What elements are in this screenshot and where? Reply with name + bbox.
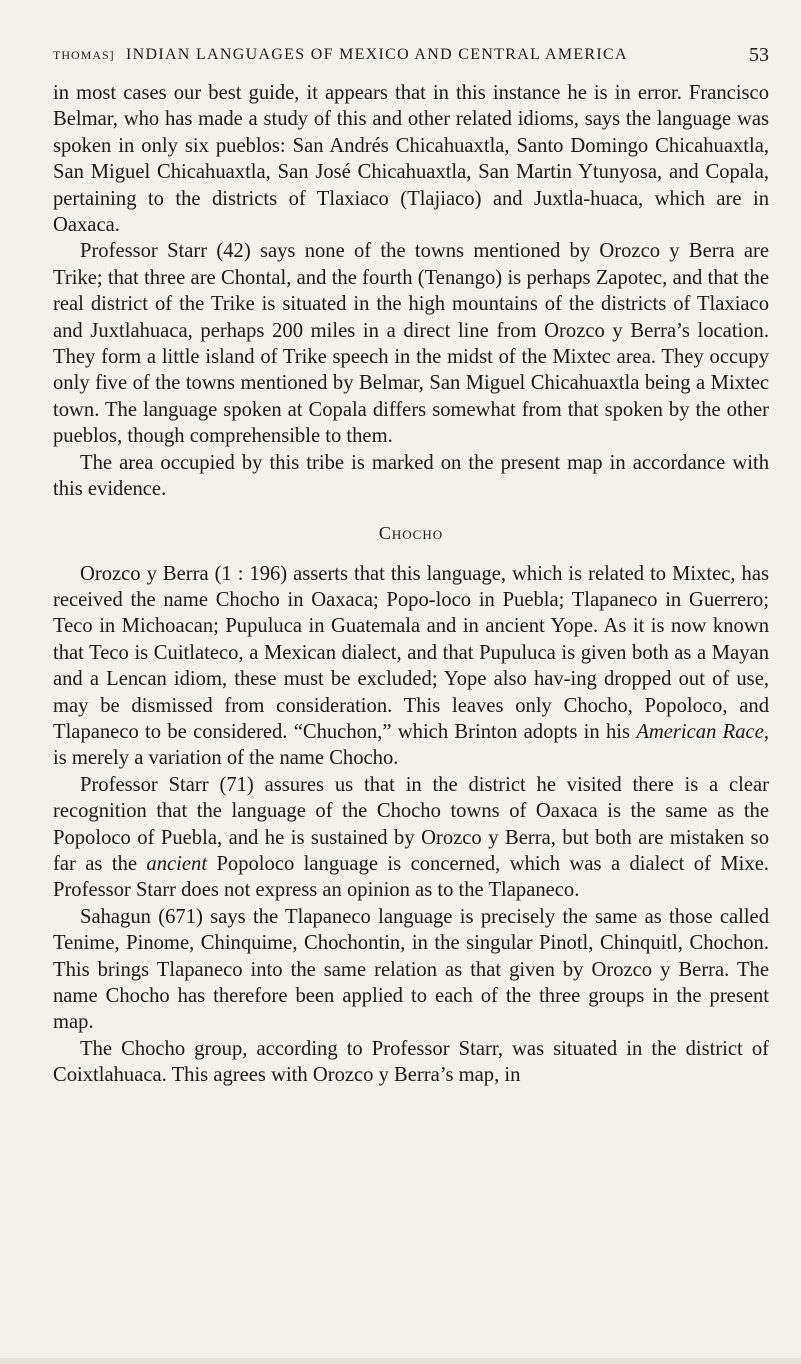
paragraph-area-map: The area occupied by this tribe is marked on the present map in accordance with this evidence. xyxy=(53,451,769,501)
body-text xyxy=(53,80,769,1089)
paragraph-orozco-text: Orozco y Berra (1 : 196) asserts that this language, which is related to Mixtec, has received the name Chocho in Oaxaca; Popo-loco in Puebla; Tlapaneco in Guerrero; Teco in Michoacan; Pupuluca in Guatemala and in ancient Yope. As it is now known that Teco is Cuitlateco, a Mexican dialect, and that Pupuluca is given both as a Mayan and a Lencan idiom, these must be excluded; Yope also hav-ing dropped out of use, may be dismissed from consideration. This leaves only Chocho, Popoloco, and Tlapaneco to be considered. “Chuchon,” which Brinton adopts in his xyxy=(53,562,769,743)
running-head xyxy=(53,40,769,70)
emphasis-ancient: ancient xyxy=(146,852,208,875)
book-title-american-race: American Race xyxy=(636,720,764,743)
page-number: 53 xyxy=(749,44,769,66)
paragraph-starr-chocho xyxy=(53,772,769,904)
paragraph-trike-continued: in most cases our best guide, it appears that in this instance he is in error. Francisco Belmar, who has made a study of this and other related idioms, says the language was spoken in only six pueblos: San Andrés Chicahuaxtla, Santo Domingo Chicahuaxtla, San Miguel Chicahuaxtla, San José Chicahuaxtla, San Martin Ytunyosa, and Copala, pertaining to the districts of Tlaxiaco (Tlajiaco) and Juxtla-huaca, which are in Oaxaca. xyxy=(53,82,769,237)
section-heading-chocho: Chocho xyxy=(378,522,444,543)
running-head-author: THOMAS] xyxy=(53,48,115,62)
paragraph-orozco-text-end: , is merely a variation of the name Chocho. xyxy=(53,720,769,770)
paragraph-starr-text-end: Popoloco language is concerned, which was a dialect of Mixe. Professor Starr does not express an opinion as to the Tlapaneco. xyxy=(53,852,769,902)
paragraph-sahagun: Sahagun (671) says the Tlapaneco language is precisely the same as those called Tenime, Pinome, Chinquime, Chochontin, in the singular Pinotl, Chinquitl, Chochon. This brings Tlapaneco into the same relation as that given by Orozco y Berra. The name Chocho has therefore been applied to each of the three groups in the present map. xyxy=(53,905,769,1034)
book-page xyxy=(53,40,769,1089)
paragraph-orozco-chocho xyxy=(53,561,769,772)
paragraph-chocho-group: The Chocho group, according to Professor Starr, was situated in the district of Coixtlahuaca. This agrees with Orozco y Berra’s map, in xyxy=(53,1037,769,1087)
paragraph-starr-text: Professor Starr (71) assures us that in the district he visited there is a clear recognition that the language of the Chocho towns of Oaxaca is the same as the Popoloco of Puebla, and he is sustained by Orozco y Berra, but both are mistaken so far as the xyxy=(53,773,769,875)
page-bottom-edge xyxy=(0,1358,801,1364)
paragraph-starr-trike: Professor Starr (42) says none of the towns mentioned by Orozco y Berra are Trike; that three are Chontal, and the fourth (Tenango) is perhaps Zapotec, and that the real district of the Trike is situated in the high mountains of the districts of Tlaxiaco and Juxtlahuaca, perhaps 200 miles in a direct line from Orozco y Berra’s location. They form a little island of Trike speech in the midst of the Mixtec area. They occupy only five of the towns mentioned by Belmar, San Miguel Chicahuaxtla being a Mixtec town. The language spoken at Copala differs somewhat from that spoken by the other pueblos, though comprehensible to them. xyxy=(53,240,769,448)
running-head-title: INDIAN LANGUAGES OF MEXICO AND CENTRAL AMERICA xyxy=(125,46,628,63)
